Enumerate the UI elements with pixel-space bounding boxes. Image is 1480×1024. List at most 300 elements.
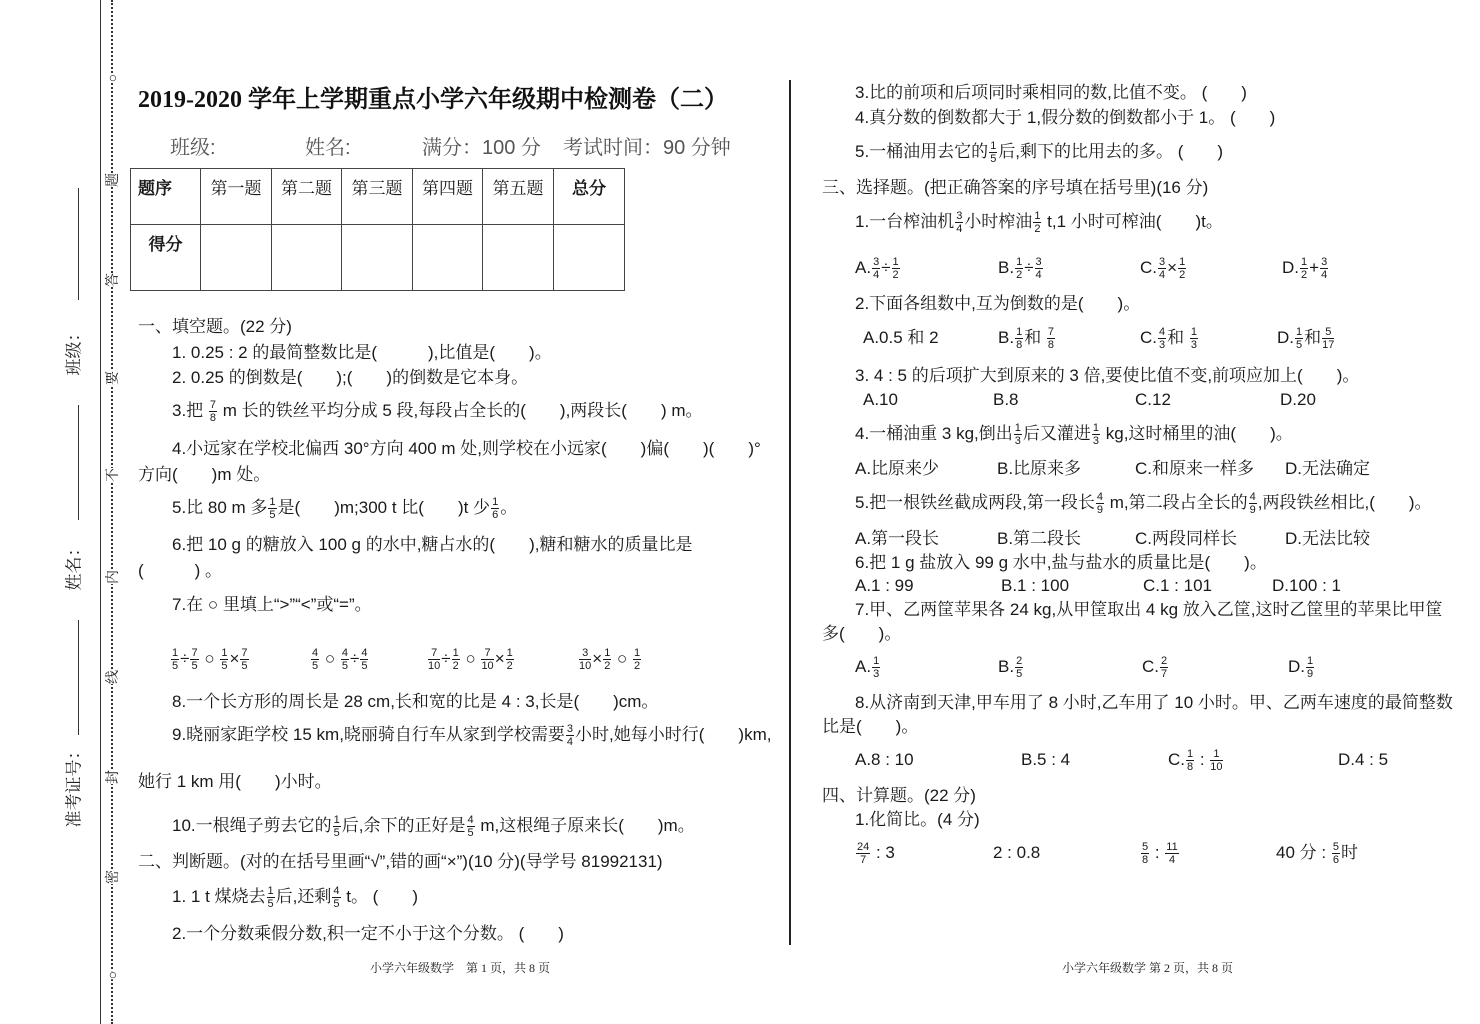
fraction <box>1295 326 1303 351</box>
fraction <box>341 647 349 672</box>
fraction-denominator: 2 <box>1301 269 1308 282</box>
text-run: × <box>592 649 603 668</box>
section-calc-heading: 四、计算题。(22 分) <box>822 786 976 805</box>
fraction-denominator: 2 <box>506 660 513 673</box>
fraction-denominator: 5 <box>1296 339 1303 352</box>
judge-q1 <box>172 885 418 910</box>
fraction <box>481 647 493 672</box>
text-run: A.0.5 和 2 <box>863 328 939 347</box>
choice-q6-option-b: B.1 : 100 <box>1001 576 1070 595</box>
judge-q2: 2.一个分数乘假分数,积一定不小于这个分数。 ( ) <box>172 924 564 943</box>
calc-q1: 1.化简比。(4 分) <box>855 810 980 829</box>
fraction-numerator: 4 <box>1096 491 1104 504</box>
fraction-numerator: 2 <box>1161 655 1168 668</box>
fraction-numerator: 1 <box>604 647 611 660</box>
fraction <box>989 140 997 165</box>
choice-q8-option-b <box>1021 748 1070 772</box>
fraction-denominator: 5 <box>221 660 228 673</box>
fraction-numerator: 1 <box>1179 256 1186 269</box>
fraction <box>1178 256 1186 281</box>
fraction <box>1141 841 1149 866</box>
fraction-numerator: 11 <box>1166 841 1178 854</box>
choice-q7-option-d <box>1288 655 1315 680</box>
seal-char: 要 <box>104 371 120 385</box>
fraction <box>892 256 900 281</box>
fraction <box>171 647 179 672</box>
fraction-denominator: 2 <box>1179 269 1186 282</box>
fraction-denominator: 2 <box>604 660 611 673</box>
fraction <box>506 647 514 672</box>
fraction-numerator: 7 <box>209 399 217 412</box>
fill-q1: 1. 0.25 : 2 的最简整数比是( ),比值是( )。 <box>172 343 552 362</box>
fraction-denominator: 4 <box>1159 269 1166 282</box>
fraction-denominator: 5 <box>267 898 274 911</box>
judge-q4: 4.真分数的倒数都大于 1,假分数的倒数都小于 1。 ( ) <box>855 108 1276 127</box>
section-fill-heading: 一、填空题。(22 分) <box>138 317 292 336</box>
fraction-numerator: 1 <box>1210 748 1222 761</box>
fill-q6: 6.把 10 g 的糖放入 100 g 的水中,糖占水的( ),糖和糖水的质量比是 <box>172 535 693 554</box>
info-name-label: 姓名: <box>305 137 351 159</box>
fraction <box>190 647 198 672</box>
text-run: D. <box>1282 258 1299 277</box>
fraction-numerator: 1 <box>1187 748 1194 761</box>
fraction-denominator: 4 <box>1035 269 1042 282</box>
text-run: 5.把一根铁丝截成两段,第一段长 <box>855 493 1095 512</box>
class-blank-line <box>78 188 79 300</box>
fraction <box>1015 326 1023 351</box>
choice-q1-option-b <box>998 256 1044 281</box>
score-table-score-row <box>131 225 625 291</box>
fraction-denominator: 5 <box>269 509 276 522</box>
text-run: 2 : 0.8 <box>993 843 1041 862</box>
fraction <box>566 723 574 748</box>
choice-q7-continued: 多( )。 <box>822 624 902 643</box>
exam-no-blank-line <box>78 620 79 735</box>
fill-q6-continued: ( ) 。 <box>138 561 223 580</box>
choice-q3-option-d: D.20 <box>1280 390 1316 409</box>
choice-q7-option-b <box>998 655 1024 680</box>
fraction <box>1190 326 1198 351</box>
fraction-denominator: 10 <box>428 660 441 673</box>
text-run: m,第二段占全长的 <box>1105 493 1248 512</box>
fraction-denominator: 5 <box>990 153 997 166</box>
fraction-numerator: 7 <box>428 647 440 660</box>
fraction <box>467 814 475 839</box>
score-header-cell: 第五题 <box>483 169 554 225</box>
text-run: A. <box>855 657 872 676</box>
text-run: 1. 1 t 煤烧去 <box>172 887 266 906</box>
fraction <box>332 885 340 910</box>
fraction-denominator: 5 <box>172 660 179 673</box>
text-run: ○ <box>612 649 633 668</box>
text-run: × <box>229 649 240 668</box>
choice-q7-option-a <box>855 655 881 680</box>
text-run: 时 <box>1340 843 1358 862</box>
score-cell <box>272 225 342 291</box>
fraction <box>1015 256 1023 281</box>
fraction <box>240 647 248 672</box>
fraction <box>209 399 217 424</box>
score-cell <box>413 225 483 291</box>
fraction-numerator: 1 <box>634 647 641 660</box>
fraction-numerator: 3 <box>873 256 880 269</box>
score-header-cell: 第四题 <box>413 169 483 225</box>
fraction-numerator: 1 <box>990 140 997 153</box>
text-run: m 长的铁丝平均分成 5 段,每段占全长的( ),两段长( ) m。 <box>218 401 703 420</box>
fraction <box>1015 655 1023 680</box>
info-exam-time: 考试时间：90 分钟 <box>563 137 731 159</box>
text-run: 40 分 : <box>1276 843 1331 862</box>
seal-circle-icon: ○ <box>104 73 120 83</box>
text-run: 10.一根绳子剪去它的 <box>172 816 332 835</box>
text-run: A.8 : 10 <box>855 750 914 769</box>
fraction <box>856 841 870 866</box>
choice-q6: 6.把 1 g 盐放入 99 g 水中,盐与盐水的质量比是( )。 <box>855 553 1267 572</box>
fraction-denominator: 8 <box>1016 339 1023 352</box>
fraction-denominator: 9 <box>1249 504 1256 517</box>
page-divider <box>789 80 791 945</box>
text-run: ÷ <box>180 649 190 668</box>
text-run: 。 <box>500 498 518 517</box>
fraction-numerator: 4 <box>1249 491 1256 504</box>
fraction <box>1158 256 1166 281</box>
fraction-numerator: 1 <box>892 256 899 269</box>
choice-q3-option-b: B.8 <box>993 390 1019 409</box>
choice-q3: 3. 4 : 5 的后项扩大到原来的 3 倍,要使比值不变,前项应加上( )。 <box>855 366 1360 385</box>
text-run: : <box>1195 750 1210 769</box>
text-run: ○ <box>320 649 340 668</box>
fraction-numerator: 7 <box>481 647 493 660</box>
fraction <box>1047 326 1055 351</box>
compare-item-2 <box>310 647 369 672</box>
text-run: 和 <box>1024 328 1046 347</box>
fraction-numerator: 1 <box>267 885 274 898</box>
choice-q2-option-c <box>1140 326 1199 351</box>
text-run: B. <box>998 657 1015 676</box>
fraction-denominator: 2 <box>634 660 641 673</box>
fraction <box>1322 326 1334 351</box>
text-run: 5.比 80 m 多 <box>172 498 268 517</box>
fraction-numerator: 4 <box>467 814 474 827</box>
seal-char: 线 <box>104 670 120 684</box>
fraction-denominator: 4 <box>566 736 574 749</box>
fraction <box>633 647 641 672</box>
text-run: t。 ( ) <box>341 887 419 906</box>
fraction <box>1092 422 1100 447</box>
fraction-numerator: 5 <box>1322 326 1334 339</box>
choice-q8-option-c <box>1168 748 1224 773</box>
fraction-numerator: 4 <box>1159 326 1166 339</box>
choice-q2: 2.下面各组数中,互为倒数的是( )。 <box>855 294 1141 313</box>
fill-q4: 4.小远家在学校北偏西 30°方向 400 m 处,则学校在小远家( )偏( )( )° <box>172 439 761 458</box>
fraction <box>1014 422 1022 447</box>
score-table <box>130 168 625 291</box>
fill-q10 <box>172 814 695 839</box>
fraction-denominator: 6 <box>1332 854 1339 867</box>
fraction <box>1165 841 1178 866</box>
score-header-cell: 题序 <box>131 169 201 225</box>
fraction-denominator: 8 <box>1142 854 1149 867</box>
fraction-denominator: 10 <box>481 660 494 673</box>
choice-q1-option-c <box>1140 256 1187 281</box>
fill-q9 <box>172 723 771 748</box>
section-judge-heading: 二、判断题。(对的在括号里画“√”,错的画“×”)(10 分)(导学号 81992131) <box>138 852 663 871</box>
fraction-denominator: 3 <box>1092 435 1100 448</box>
fraction-denominator: 4 <box>956 223 963 236</box>
text-run: t,1 小时可榨油( )t。 <box>1042 212 1223 231</box>
fill-q5 <box>172 496 517 521</box>
score-cell <box>483 225 554 291</box>
fraction-numerator: 1 <box>1190 326 1197 339</box>
calc-item-4 <box>1276 841 1358 866</box>
fraction-numerator: 1 <box>1092 422 1100 435</box>
compare-item-4 <box>578 647 642 672</box>
page-1-footer: 小学六年级数学 第 1 页，共 8 页 <box>370 961 551 975</box>
fraction-denominator: 4 <box>1168 854 1176 867</box>
text-run: C. <box>1142 657 1159 676</box>
fraction-denominator: 5 <box>333 898 340 911</box>
fraction-denominator: 10 <box>579 660 592 673</box>
choice-q6-option-c: C.1 : 101 <box>1143 576 1212 595</box>
fraction-denominator: 5 <box>191 660 198 673</box>
fraction <box>955 210 963 235</box>
text-run: ○ <box>199 649 220 668</box>
fraction-denominator: 3 <box>1014 435 1021 448</box>
text-run: ÷ <box>1024 258 1034 277</box>
fraction <box>579 647 591 672</box>
score-row-label: 得分 <box>131 225 201 291</box>
fraction-denominator: 2 <box>1034 223 1041 236</box>
fraction-denominator: 7 <box>860 854 867 867</box>
text-run: ÷ <box>881 258 891 277</box>
choice-q4-option-b: B.比原来多 <box>997 459 1082 478</box>
fill-q8: 8.一个长方形的周长是 28 cm,长和宽的比是 4 : 3,长是( )cm。 <box>172 692 659 711</box>
text-run: × <box>494 649 505 668</box>
text-run: ÷ <box>349 649 360 668</box>
fraction-numerator: 4 <box>312 647 319 660</box>
fraction <box>1249 491 1257 516</box>
name-blank-line <box>78 405 79 520</box>
page-2-footer: 小学六年级数学 第 2 页，共 8 页 <box>1062 961 1234 975</box>
choice-q4-option-d: D.无法确定 <box>1285 459 1370 478</box>
choice-q5-option-a: A.第一段长 <box>855 529 940 548</box>
fraction-numerator: 3 <box>956 210 963 223</box>
fraction-denominator: 17 <box>1322 339 1335 352</box>
fraction <box>1186 748 1194 773</box>
fraction-numerator: 1 <box>1307 655 1314 668</box>
text-run: A. <box>855 258 872 277</box>
fraction-denominator: 8 <box>1187 761 1194 774</box>
text-run: 5.一桶油用去它的 <box>855 142 989 161</box>
text-run: 后又灌进 <box>1022 424 1091 443</box>
fraction <box>360 647 368 672</box>
text-run: C. <box>1168 750 1185 769</box>
seal-char: 封 <box>104 770 120 784</box>
fraction-numerator: 1 <box>492 496 499 509</box>
text-run: : 3 <box>871 843 895 862</box>
fraction <box>872 655 880 680</box>
page-title: 2019-2020 学年上学期重点小学六年级期中检测卷（二） <box>138 87 728 113</box>
text-run: B.5 : 4 <box>1021 750 1071 769</box>
fraction-denominator: 2 <box>1016 269 1023 282</box>
fraction <box>1160 655 1168 680</box>
info-full-score: 满分：100 分 <box>422 137 541 159</box>
fraction-denominator: 8 <box>209 412 217 425</box>
text-run: 是( )m;300 t 比( )t 少 <box>277 498 491 517</box>
fraction-denominator: 5 <box>333 827 340 840</box>
fraction-numerator: 3 <box>1159 256 1166 269</box>
seal-circle-icon: ○ <box>104 970 120 980</box>
info-class-label: 班级: <box>170 137 216 159</box>
choice-q2-option-d <box>1277 326 1335 351</box>
fraction-numerator: 1 <box>269 496 276 509</box>
text-run: D. <box>1288 657 1305 676</box>
choice-q6-option-a: A.1 : 99 <box>855 576 914 595</box>
fraction-denominator: 2 <box>892 269 899 282</box>
fraction <box>333 814 341 839</box>
calc-item-3 <box>1140 841 1180 866</box>
choice-q1-option-d <box>1282 256 1329 281</box>
fraction <box>1320 256 1328 281</box>
fraction-numerator: 1 <box>1016 256 1023 269</box>
fraction-denominator: 5 <box>361 660 368 673</box>
fraction-numerator: 4 <box>333 885 340 898</box>
fraction-numerator: 1 <box>452 647 459 660</box>
margin-class-label: 班级： <box>64 324 84 376</box>
fraction-numerator: 1 <box>1016 326 1023 339</box>
text-run: × <box>1167 258 1178 277</box>
fraction-numerator: 4 <box>361 647 368 660</box>
text-run: + <box>1309 258 1320 277</box>
score-header-cell: 总分 <box>554 169 625 225</box>
choice-q8: 8.从济南到天津,甲车用了 8 小时,乙车用了 10 小时。甲、乙两车速度的最简整数 <box>855 693 1453 712</box>
choice-q5-option-b: B.第二段长 <box>997 529 1082 548</box>
fraction <box>1300 256 1308 281</box>
fraction <box>491 496 499 521</box>
margin-name-label: 姓名： <box>64 539 84 591</box>
fill-q7: 7.在 ○ 里填上“>”“<”或“=”。 <box>172 595 372 614</box>
calc-item-2 <box>993 841 1040 865</box>
choice-q8-continued: 比是( )。 <box>822 717 919 736</box>
text-run: 后,余下的正好是 <box>341 816 466 835</box>
choice-q5 <box>855 491 1432 516</box>
fill-q2: 2. 0.25 的倒数是( );( )的倒数是它本身。 <box>172 368 529 387</box>
fraction-numerator: 2 <box>1016 655 1023 668</box>
text-run: ÷ <box>441 649 451 668</box>
fraction-denominator: 5 <box>467 827 474 840</box>
seal-char: 题 <box>104 173 120 187</box>
score-cell <box>554 225 625 291</box>
fraction-denominator: 8 <box>1047 339 1055 352</box>
judge-q5 <box>855 140 1223 165</box>
fraction-numerator: 1 <box>1296 326 1303 339</box>
fraction-numerator: 1 <box>333 814 340 827</box>
text-run: kg,这时桶里的油( )。 <box>1101 424 1293 443</box>
fraction <box>1210 748 1222 773</box>
fraction-denominator: 3 <box>1159 339 1166 352</box>
text-run: : <box>1150 843 1165 862</box>
fraction-numerator: 3 <box>1035 256 1042 269</box>
text-run: C. <box>1140 328 1157 347</box>
fraction <box>872 256 880 281</box>
fraction-denominator: 5 <box>312 660 319 673</box>
seal-char: 内 <box>104 570 120 584</box>
fraction-numerator: 4 <box>341 647 348 660</box>
fraction-denominator: 10 <box>1210 761 1223 774</box>
fraction-denominator: 3 <box>1190 339 1197 352</box>
fraction <box>1332 841 1340 866</box>
fraction-numerator: 7 <box>241 647 248 660</box>
score-cell <box>342 225 413 291</box>
choice-q4-option-c: C.和原来一样多 <box>1135 459 1254 478</box>
choice-q7-option-c <box>1142 655 1169 680</box>
fraction <box>1035 256 1043 281</box>
text-run: 后,剩下的比用去的多。 ( ) <box>998 142 1224 161</box>
compare-item-3 <box>427 647 515 672</box>
fraction-denominator: 6 <box>492 509 499 522</box>
fraction <box>452 647 460 672</box>
fraction <box>1033 210 1041 235</box>
score-table-header-row <box>131 169 625 225</box>
text-run: ○ <box>460 649 481 668</box>
choice-q5-option-c: C.两段同样长 <box>1135 529 1237 548</box>
fraction-numerator: 3 <box>566 723 574 736</box>
fraction-numerator: 7 <box>191 647 198 660</box>
text-run: 小时,她每小时行( )km, <box>575 725 772 744</box>
text-run: B. <box>998 328 1015 347</box>
fraction <box>267 885 275 910</box>
choice-q3-option-c: C.12 <box>1135 390 1171 409</box>
judge-q3: 3.比的前项和后项同时乘相同的数,比值不变。 ( ) <box>855 83 1247 102</box>
text-run: 1.一台榨油机 <box>855 212 955 231</box>
score-cell <box>201 225 272 291</box>
text-run: D.4 : 5 <box>1338 750 1389 769</box>
text-run: B. <box>998 258 1015 277</box>
text-run: m,这根绳子原来长( )m。 <box>475 816 695 835</box>
fraction <box>428 647 440 672</box>
fraction-numerator: 24 <box>857 841 870 854</box>
fraction-numerator: 1 <box>221 647 228 660</box>
choice-q4 <box>855 422 1293 447</box>
fill-q3 <box>172 399 703 424</box>
fraction <box>1096 491 1104 516</box>
choice-q1 <box>855 210 1223 235</box>
choice-q4-option-a: A.比原来少 <box>855 459 940 478</box>
fraction-denominator: 4 <box>873 269 880 282</box>
fraction-numerator: 1 <box>1034 210 1041 223</box>
text-run: 和 <box>1167 328 1189 347</box>
choice-q7: 7.甲、乙两筐苹果各 24 kg,从甲筐取出 4 kg 放入乙筐,这时乙筐里的苹果比甲筐 <box>855 600 1443 619</box>
choice-q6-option-d: D.100 : 1 <box>1272 576 1341 595</box>
text-run: ,两段铁丝相比,( )。 <box>1257 493 1432 512</box>
seal-char: 密 <box>104 870 120 884</box>
score-header-cell: 第三题 <box>342 169 413 225</box>
fraction-denominator: 5 <box>341 660 348 673</box>
fraction-numerator: 5 <box>1142 841 1149 854</box>
fraction-denominator: 2 <box>452 660 459 673</box>
fill-q4-continued: 方向( )m 处。 <box>138 465 271 484</box>
choice-q8-option-d <box>1338 748 1388 772</box>
fraction-numerator: 1 <box>873 655 880 668</box>
choice-q2-option-b <box>998 326 1056 351</box>
score-header-cell: 第二题 <box>272 169 342 225</box>
text-run: D. <box>1277 328 1294 347</box>
fraction <box>220 647 228 672</box>
text-run: 4.一桶油重 3 kg,倒出 <box>855 424 1013 443</box>
text-run: 9.晓丽家距学校 15 km,晓丽骑自行车从家到学校需要 <box>172 725 565 744</box>
fraction-numerator: 5 <box>1332 841 1339 854</box>
fill-q9-continued: 她行 1 km 用( )小时。 <box>138 772 332 791</box>
